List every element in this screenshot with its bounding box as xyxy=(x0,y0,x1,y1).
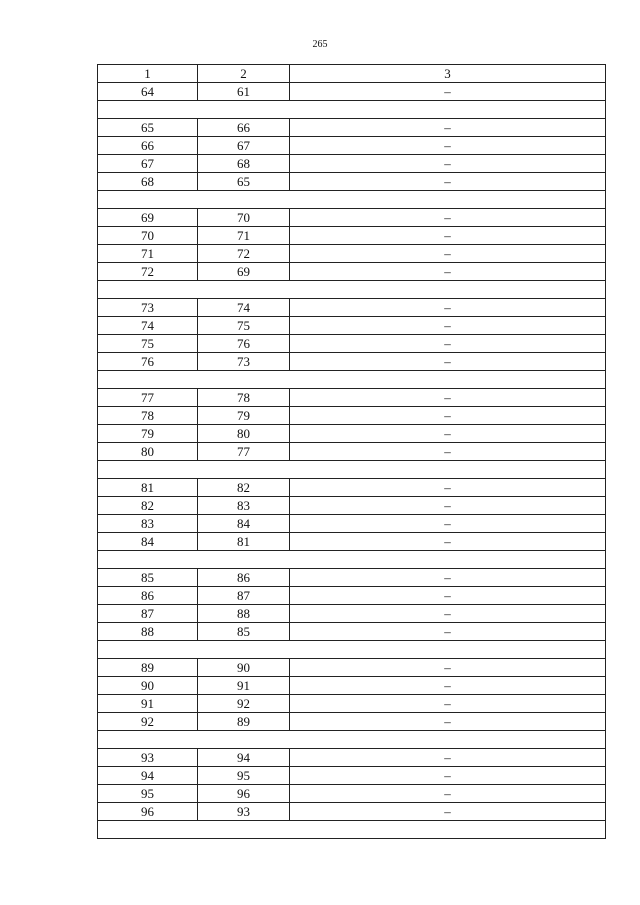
page-number: 265 xyxy=(312,39,328,50)
table-cell-col-1: 81 xyxy=(98,479,198,497)
table-row xyxy=(98,353,606,371)
table-header-row xyxy=(98,65,606,83)
table-row xyxy=(98,767,606,785)
table-cell-col-1: 75 xyxy=(98,335,198,353)
column-header-2: 2 xyxy=(198,65,290,83)
table-cell-col-3: – xyxy=(290,83,606,101)
table-cell-col-1: 72 xyxy=(98,263,198,281)
table-cell-col-2: 66 xyxy=(198,119,290,137)
table-row xyxy=(98,299,606,317)
table-cell-col-2: 96 xyxy=(198,785,290,803)
table-cell-col-3: – xyxy=(290,353,606,371)
table-cell-col-2: 61 xyxy=(198,83,290,101)
table-row xyxy=(98,317,606,335)
group-separator-row xyxy=(98,731,606,749)
table-row xyxy=(98,677,606,695)
table-cell-col-2: 87 xyxy=(198,587,290,605)
table-cell-col-1: 90 xyxy=(98,677,198,695)
table-cell-col-3: – xyxy=(290,245,606,263)
table-cell-col-1: 71 xyxy=(98,245,198,263)
table-row xyxy=(98,623,606,641)
table-cell-col-2: 68 xyxy=(198,155,290,173)
table-cell-col-3: – xyxy=(290,425,606,443)
table-cell-col-3: – xyxy=(290,605,606,623)
table-cell-col-1: 96 xyxy=(98,803,198,821)
table-cell-col-2: 70 xyxy=(198,209,290,227)
table-cell-col-1: 68 xyxy=(98,173,198,191)
table-cell-col-3: – xyxy=(290,155,606,173)
table-row xyxy=(98,695,606,713)
table-cell-col-3: – xyxy=(290,317,606,335)
table-row xyxy=(98,659,606,677)
table-cell-col-2: 83 xyxy=(198,497,290,515)
table-cell-col-2: 90 xyxy=(198,659,290,677)
table-cell-col-2: 89 xyxy=(198,713,290,731)
table-cell-col-3: – xyxy=(290,497,606,515)
table-cell-col-2: 73 xyxy=(198,353,290,371)
table-cell-col-2: 78 xyxy=(198,389,290,407)
data-table xyxy=(97,64,606,839)
group-separator-row xyxy=(98,821,606,839)
table-row xyxy=(98,785,606,803)
table-row xyxy=(98,119,606,137)
table-cell-col-2: 85 xyxy=(198,623,290,641)
table-row xyxy=(98,497,606,515)
table-cell-col-1: 78 xyxy=(98,407,198,425)
table-cell-col-1: 76 xyxy=(98,353,198,371)
table-row xyxy=(98,137,606,155)
table-row xyxy=(98,227,606,245)
column-header-3: 3 xyxy=(290,65,606,83)
table-cell-col-1: 74 xyxy=(98,317,198,335)
group-separator-cell xyxy=(98,101,606,119)
table-cell-col-3: – xyxy=(290,749,606,767)
table-cell-col-3: – xyxy=(290,785,606,803)
table-cell-col-1: 66 xyxy=(98,137,198,155)
table-cell-col-3: – xyxy=(290,407,606,425)
table-cell-col-2: 74 xyxy=(198,299,290,317)
table-cell-col-3: – xyxy=(290,767,606,785)
table-row xyxy=(98,245,606,263)
table-cell-col-3: – xyxy=(290,389,606,407)
table-row xyxy=(98,263,606,281)
table-row xyxy=(98,407,606,425)
table-cell-col-1: 67 xyxy=(98,155,198,173)
table-cell-col-1: 86 xyxy=(98,587,198,605)
table-cell-col-2: 79 xyxy=(198,407,290,425)
table-cell-col-3: – xyxy=(290,569,606,587)
group-separator-cell xyxy=(98,641,606,659)
group-separator-cell xyxy=(98,731,606,749)
table-row xyxy=(98,443,606,461)
group-separator-row xyxy=(98,191,606,209)
table-cell-col-3: – xyxy=(290,119,606,137)
table-cell-col-1: 69 xyxy=(98,209,198,227)
table-cell-col-2: 80 xyxy=(198,425,290,443)
table-cell-col-2: 71 xyxy=(198,227,290,245)
table-row xyxy=(98,533,606,551)
table-cell-col-3: – xyxy=(290,443,606,461)
table-cell-col-2: 92 xyxy=(198,695,290,713)
table-cell-col-3: – xyxy=(290,263,606,281)
table-cell-col-3: – xyxy=(290,515,606,533)
table-cell-col-3: – xyxy=(290,227,606,245)
table-row xyxy=(98,605,606,623)
table-cell-col-3: – xyxy=(290,803,606,821)
table-cell-col-3: – xyxy=(290,479,606,497)
table-cell-col-2: 75 xyxy=(198,317,290,335)
table-cell-col-3: – xyxy=(290,173,606,191)
table-cell-col-1: 79 xyxy=(98,425,198,443)
table-row xyxy=(98,749,606,767)
table-row xyxy=(98,83,606,101)
table-cell-col-2: 81 xyxy=(198,533,290,551)
group-separator-cell xyxy=(98,371,606,389)
table-cell-col-2: 86 xyxy=(198,569,290,587)
table-cell-col-3: – xyxy=(290,713,606,731)
table-row xyxy=(98,389,606,407)
group-separator-cell xyxy=(98,821,606,839)
table-cell-col-2: 94 xyxy=(198,749,290,767)
table-cell-col-3: – xyxy=(290,533,606,551)
table-cell-col-2: 93 xyxy=(198,803,290,821)
table-cell-col-3: – xyxy=(290,695,606,713)
table-cell-col-1: 77 xyxy=(98,389,198,407)
table-cell-col-1: 95 xyxy=(98,785,198,803)
table-row xyxy=(98,173,606,191)
table-cell-col-3: – xyxy=(290,623,606,641)
table-cell-col-1: 93 xyxy=(98,749,198,767)
group-separator-row xyxy=(98,281,606,299)
table-cell-col-1: 82 xyxy=(98,497,198,515)
table-cell-col-1: 91 xyxy=(98,695,198,713)
group-separator-cell xyxy=(98,281,606,299)
table-cell-col-1: 83 xyxy=(98,515,198,533)
table-cell-col-1: 65 xyxy=(98,119,198,137)
table-cell-col-2: 84 xyxy=(198,515,290,533)
table-cell-col-2: 69 xyxy=(198,263,290,281)
table-cell-col-3: – xyxy=(290,299,606,317)
group-separator-cell xyxy=(98,461,606,479)
group-separator-row xyxy=(98,641,606,659)
table-cell-col-1: 80 xyxy=(98,443,198,461)
table-cell-col-1: 85 xyxy=(98,569,198,587)
group-separator-cell xyxy=(98,191,606,209)
group-separator-cell xyxy=(98,551,606,569)
table-cell-col-1: 84 xyxy=(98,533,198,551)
table-cell-col-2: 82 xyxy=(198,479,290,497)
table-row xyxy=(98,569,606,587)
group-separator-row xyxy=(98,371,606,389)
table-cell-col-3: – xyxy=(290,335,606,353)
table-cell-col-2: 88 xyxy=(198,605,290,623)
table-row xyxy=(98,587,606,605)
table-body xyxy=(98,83,606,839)
table-cell-col-3: – xyxy=(290,587,606,605)
table-cell-col-2: 76 xyxy=(198,335,290,353)
table-row xyxy=(98,479,606,497)
table-cell-col-1: 64 xyxy=(98,83,198,101)
table-row xyxy=(98,515,606,533)
group-separator-row xyxy=(98,461,606,479)
table-row xyxy=(98,155,606,173)
table-row xyxy=(98,425,606,443)
column-header-1: 1 xyxy=(98,65,198,83)
table-cell-col-1: 92 xyxy=(98,713,198,731)
table-cell-col-2: 67 xyxy=(198,137,290,155)
table-cell-col-1: 87 xyxy=(98,605,198,623)
table-cell-col-2: 91 xyxy=(198,677,290,695)
group-separator-row xyxy=(98,101,606,119)
table-row xyxy=(98,335,606,353)
group-separator-row xyxy=(98,551,606,569)
table-row xyxy=(98,209,606,227)
table-cell-col-1: 73 xyxy=(98,299,198,317)
table-cell-col-2: 95 xyxy=(198,767,290,785)
table-cell-col-1: 89 xyxy=(98,659,198,677)
table-cell-col-3: – xyxy=(290,677,606,695)
table-cell-col-3: – xyxy=(290,659,606,677)
table-cell-col-1: 88 xyxy=(98,623,198,641)
table-row xyxy=(98,803,606,821)
table-cell-col-3: – xyxy=(290,137,606,155)
table-cell-col-2: 65 xyxy=(198,173,290,191)
table-cell-col-2: 77 xyxy=(198,443,290,461)
table-cell-col-1: 70 xyxy=(98,227,198,245)
table-cell-col-3: – xyxy=(290,209,606,227)
table-row xyxy=(98,713,606,731)
table-cell-col-1: 94 xyxy=(98,767,198,785)
table-cell-col-2: 72 xyxy=(198,245,290,263)
